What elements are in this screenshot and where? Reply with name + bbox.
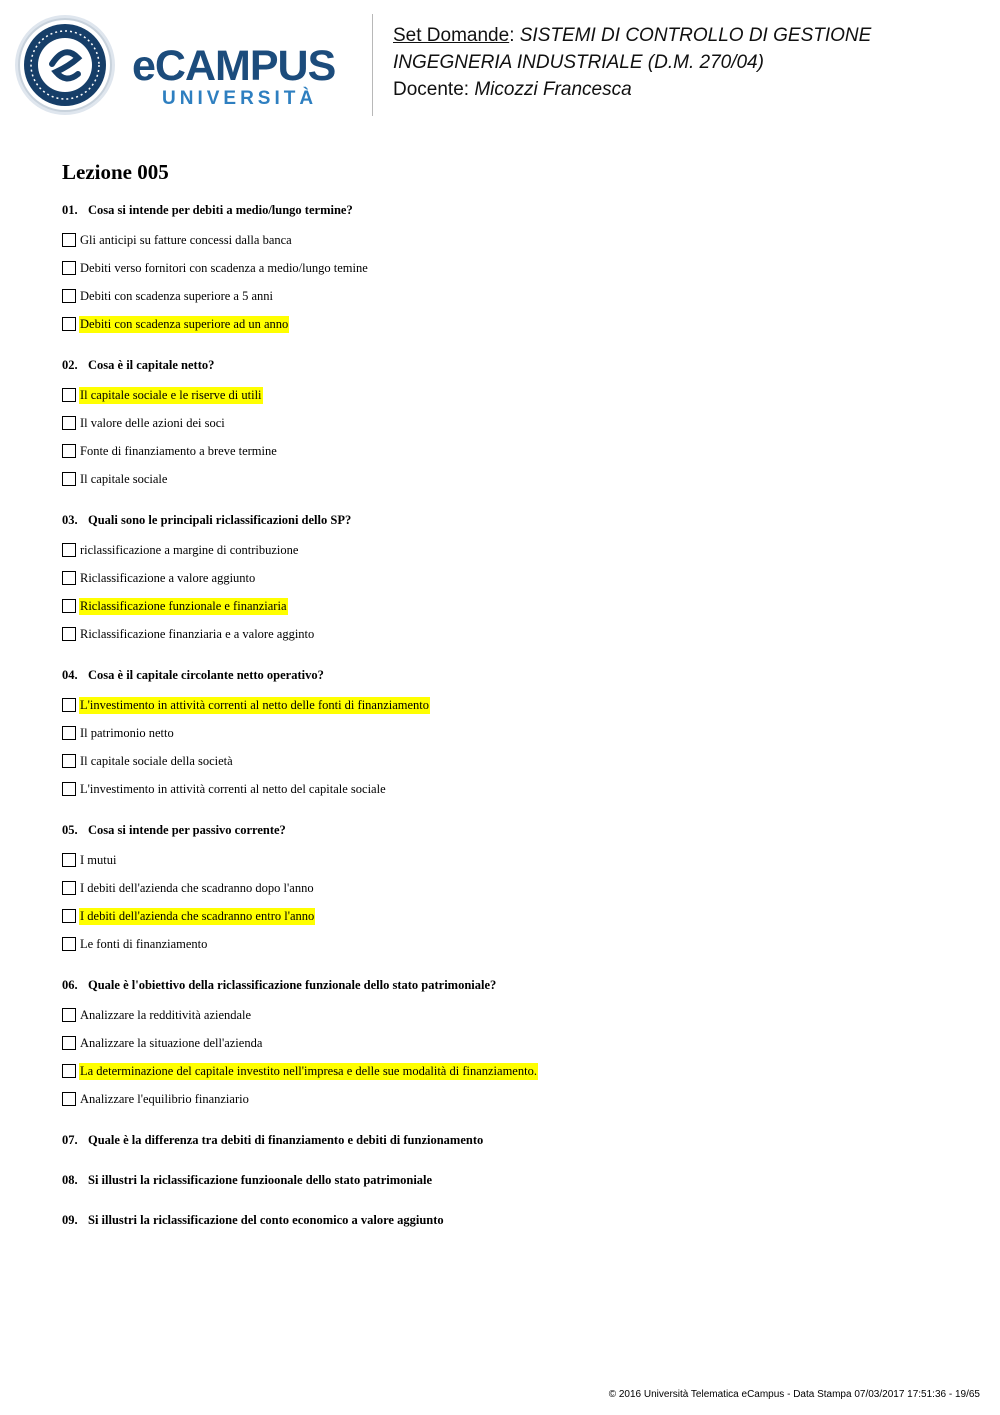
question-label: Cosa si intende per passivo corrente? [88, 823, 286, 837]
question-number: 08. [62, 1173, 78, 1187]
logo-wordmark-text: eCAMPUS [132, 42, 336, 90]
answer-text: Il valore delle azioni dei soci [80, 415, 225, 430]
question-number: 01. [62, 203, 78, 217]
answer-option [62, 592, 962, 620]
question-block [62, 203, 962, 338]
question-number: 09. [62, 1213, 78, 1227]
question-block [62, 358, 962, 493]
answer-text: riclassificazione a margine di contribuzione [80, 542, 299, 557]
answer-option [62, 409, 962, 437]
ecampus-wordmark [132, 42, 362, 112]
checkbox-icon [62, 726, 76, 740]
answer-text: Le fonti di finanziamento [80, 936, 208, 951]
question-list [62, 203, 962, 1253]
checkbox-icon [62, 388, 76, 402]
checkbox-icon [62, 543, 76, 557]
answer-text-highlighted: L'investimento in attività correnti al netto delle fonti di finanziamento [80, 697, 430, 712]
answer-text: Analizzare l'equilibrio finanziario [80, 1091, 249, 1106]
answer-text-highlighted: Riclassificazione funzionale e finanziaria [80, 598, 287, 613]
answer-option [62, 719, 962, 747]
answer-text: I debiti dell'azienda che scadranno dopo l'anno [80, 880, 314, 895]
set-separator: : [509, 25, 515, 46]
answer-text: Gli anticipi su fatture concessi dalla banca [80, 232, 292, 247]
course-line-3 [393, 76, 871, 103]
answer-option [62, 381, 962, 409]
question-block [62, 1213, 962, 1228]
checkbox-icon [62, 698, 76, 712]
question-number: 02. [62, 358, 78, 372]
answer-option [62, 775, 962, 803]
answer-option [62, 846, 962, 874]
teacher-name: Micozzi Francesca [474, 79, 632, 100]
checkbox-icon [62, 472, 76, 486]
answer-option [62, 282, 962, 310]
checkbox-icon [62, 909, 76, 923]
checkbox-icon [62, 853, 76, 867]
course-name: SISTEMI DI CONTROLLO DI GESTIONE [519, 25, 872, 46]
degree-name: INGEGNERIA INDUSTRIALE (D.M. 270/04) [393, 52, 764, 73]
question-label: Cosa si intende per debiti a medio/lungo termine? [88, 203, 353, 217]
answer-option [62, 930, 962, 958]
answer-text: Il capitale sociale [80, 471, 168, 486]
question-block [62, 823, 962, 958]
answer-text: Il capitale sociale della società [80, 753, 233, 768]
answer-text: Riclassificazione a valore aggiunto [80, 570, 256, 585]
question-text [62, 978, 962, 993]
question-number: 07. [62, 1133, 78, 1147]
answer-option [62, 1057, 962, 1085]
question-label: Quale è la differenza tra debiti di finanziamento e debiti di funzionamento [88, 1133, 484, 1147]
question-text [62, 1133, 962, 1148]
course-line-1 [393, 22, 871, 49]
page-header [0, 0, 1000, 120]
answer-option [62, 536, 962, 564]
answer-option [62, 691, 962, 719]
question-number: 03. [62, 513, 78, 527]
answer-text: I mutui [80, 852, 117, 867]
question-number: 05. [62, 823, 78, 837]
checkbox-icon [62, 317, 76, 331]
ecampus-seal-logo [14, 14, 116, 116]
question-text [62, 823, 962, 838]
answer-text: Fonte di finanziamento a breve termine [80, 443, 277, 458]
course-info [393, 22, 871, 103]
question-text [62, 513, 962, 528]
checkbox-icon [62, 599, 76, 613]
checkbox-icon [62, 1092, 76, 1106]
answer-text: Il patrimonio netto [80, 725, 174, 740]
answer-text-highlighted: Il capitale sociale e le riserve di utili [80, 387, 262, 402]
question-block [62, 1173, 962, 1188]
checkbox-icon [62, 754, 76, 768]
answer-option [62, 874, 962, 902]
answer-option [62, 902, 962, 930]
question-number: 04. [62, 668, 78, 682]
checkbox-icon [62, 416, 76, 430]
checkbox-icon [62, 782, 76, 796]
answer-option [62, 310, 962, 338]
question-block [62, 1133, 962, 1148]
checkbox-icon [62, 571, 76, 585]
question-label: Quali sono le principali riclassificazioni dello SP? [88, 513, 352, 527]
question-label: Quale è l'obiettivo della riclassificazione funzionale dello stato patrimoniale? [88, 978, 497, 992]
answer-text-highlighted: I debiti dell'azienda che scadranno entro l'anno [80, 908, 315, 923]
checkbox-icon [62, 289, 76, 303]
question-label: Cosa è il capitale circolante netto operativo? [88, 668, 324, 682]
checkbox-icon [62, 1036, 76, 1050]
answer-option [62, 564, 962, 592]
lesson-title: Lezione 005 [62, 160, 169, 184]
question-label: Cosa è il capitale netto? [88, 358, 215, 372]
question-block [62, 668, 962, 803]
answer-option [62, 437, 962, 465]
checkbox-icon [62, 261, 76, 275]
question-text [62, 1173, 962, 1188]
answer-option [62, 1085, 962, 1113]
checkbox-icon [62, 444, 76, 458]
answer-text: Analizzare la situazione dell'azienda [80, 1035, 263, 1050]
answer-text: Analizzare la redditività aziendale [80, 1007, 252, 1022]
answer-option [62, 465, 962, 493]
course-line-2 [393, 49, 871, 76]
page-footer: © 2016 Università Telematica eCampus - Data Stampa 07/03/2017 17:51:36 - 19/65 [608, 1389, 980, 1400]
teacher-label: Docente: [393, 79, 470, 100]
set-domande-label: Set Domande [393, 25, 510, 46]
checkbox-icon [62, 1008, 76, 1022]
question-text [62, 668, 962, 683]
question-block [62, 978, 962, 1113]
answer-text-highlighted: Debiti con scadenza superiore ad un anno [80, 316, 289, 331]
answer-text: Riclassificazione finanziaria e a valore agginto [80, 626, 315, 641]
answer-option [62, 1029, 962, 1057]
question-text [62, 203, 962, 218]
answer-text: Debiti verso fornitori con scadenza a medio/lungo temine [80, 260, 368, 275]
checkbox-icon [62, 1064, 76, 1078]
question-text [62, 358, 962, 373]
answer-option [62, 1001, 962, 1029]
checkbox-icon [62, 627, 76, 641]
answer-option [62, 254, 962, 282]
logo-subtitle-text: UNIVERSITÀ [162, 88, 318, 109]
checkbox-icon [62, 937, 76, 951]
header-divider [372, 14, 373, 116]
answer-text: L'investimento in attività correnti al netto del capitale sociale [80, 781, 386, 796]
answer-text-highlighted: La determinazione del capitale investito nell'impresa e delle sue modalità di finanziamento. [80, 1063, 537, 1078]
checkbox-icon [62, 233, 76, 247]
answer-option [62, 620, 962, 648]
question-label: Si illustri la riclassificazione del conto economico a valore aggiunto [88, 1213, 444, 1227]
answer-option [62, 226, 962, 254]
question-text [62, 1213, 962, 1228]
answer-text: Debiti con scadenza superiore a 5 anni [80, 288, 273, 303]
question-label: Si illustri la riclassificazione funzioonale dello stato patrimoniale [88, 1173, 433, 1187]
question-block [62, 513, 962, 648]
checkbox-icon [62, 881, 76, 895]
question-number: 06. [62, 978, 78, 992]
answer-option [62, 747, 962, 775]
